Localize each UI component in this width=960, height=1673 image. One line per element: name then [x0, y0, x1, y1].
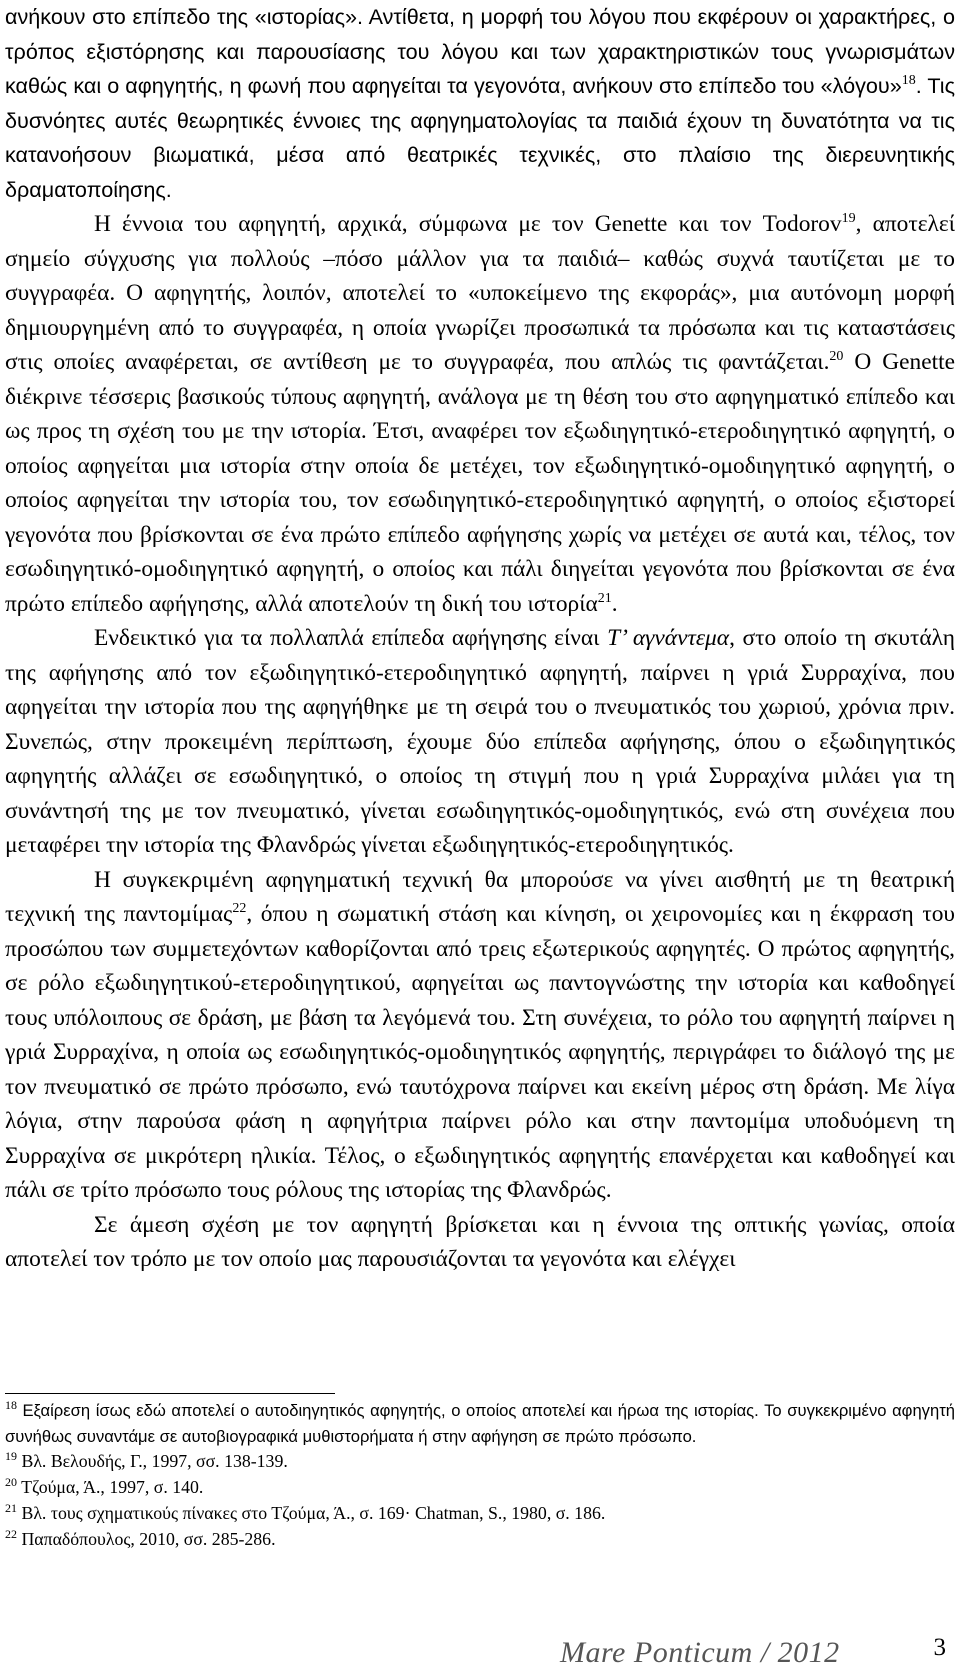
footnote-separator: [5, 1393, 335, 1394]
footnote: $^{19}$ Βλ. Βελουδής, Γ., 1997, σσ. 138-139.: [5, 1449, 288, 1472]
text-run: . Τις δυσνόητες αυτές θεωρητικές έννοιες της αφηγηματολογίας τα παιδιά έχουν τη δυνατότητα να τις κατανοήσουν βιωματικά, μέσα από θεατρικές τεχνικές, στο πλαίσιο της διερευνητικής δραματοποίησης.: [5, 73, 955, 202]
paragraph: [5, 621, 955, 863]
text-run: Ο Genette διέκρινε τέσσερις βασικούς τύπους αφηγητή, ανάλογα με τη θέση του στο αφηγηματικό επίπεδο και ως προς τη σχέση του με την ιστορία. Έτσι, αναφέρει τον εξωδιηγητικό-ετεροδιηγητικό αφηγητή, ο οποίος αφηγείται μια ιστορία στην οποία δε μετέχει, τον εξωδιηγητικό-ομοδιηγητικό αφηγητή, ο οποίος αφηγείται την ιστορία του, τον εσωδιηγητικό-ετεροδιηγητικό αφηγητή, ο οποίος εξιστορεί γεγονότα που βρίσκονται σε ένα πρώτο επίπεδο αφήγησης χωρίς να μετέχει σε αυτά και, τέλος, τον εσωδιηγητικό-ομοδιηγητικό αφηγητή, ο οποίος και πάλι διηγείται γεγονότα που βρίσκονται σε ένα πρώτο επίπεδο αφήγησης, αλλά αποτελούν τη δική του ιστορία: [5, 349, 955, 617]
footnote-reference: 18: [901, 73, 916, 89]
footnote-reference: 20: [829, 349, 844, 365]
body-text: [5, 0, 955, 1277]
footnote-reference: 19: [841, 211, 856, 227]
paragraph: [5, 1208, 955, 1277]
text-run: Ενδεικτικό για τα πολλαπλά επίπεδα αφήγησης είναι: [94, 625, 608, 651]
footnote: $^{18}$ Εξαίρεση ίσως εδώ αποτελεί ο αυτοδιηγητικός αφηγητής, ο οποίος αποτελεί και ήρωα της ιστορίας. Το συγκεκριμένο αφηγητή συνήθως συναντάμε σε αυτοβιογραφικά μυθιστορήματα ή στην αφήγηση σε πρώτο πρόσωπο.: [5, 1398, 955, 1446]
footnotes: [5, 1398, 955, 1552]
text-run: , αποτελεί σημείο σύγχυσης για πολλούς –πόσο μάλλον για τα παιδιά– καθώς συχνά ταυτίζεται με το συγγραφέα. Ο αφηγητής, λοιπόν, αποτελεί το «υποκείμενο της εκφοράς», μια αυτόνομη μορφή δημιουργημένη από το συγγραφέα, η οποία γνωρίζει προσωπικά τα πρόσωπα και τις καταστάσεις στις οποίες αναφέρεται, σε αντίθεση με το συγγραφέα, που απλώς τις φαντάζεται.: [5, 211, 956, 375]
text-run: , όπου η σωματική στάση και κίνηση, οι χειρονομίες και η έκφραση του προσώπου των συμμετεχόντων καθορίζονται από τρεις εξωτερικούς αφηγητές. Ο πρώτος αφηγητής, σε ρόλο εξωδιηγητικού-ετεροδιηγητικού, αφηγείται ως παντογνώστης την ιστορία και καθοδηγεί τους υπόλοιπους σε δράση, με βάση τα λεγόμενά του. Στη συνέχεια, το ρόλο του αφηγητή παίρνει η γριά Συρραχίνα, η οποία ως εσωδιηγητικός-ομοδιηγητικός αφηγητής, περιγράφει το διάλογό της με τον πνευματικό σε πρώτο πρόσωπο, ενώ ταυτόχρονα παίρνει και εκείνη μέρος στη δράση. Με λίγα λόγια, στην παρούσα φάση η αφηγήτρια παίρνει ρόλο και στην παντομίμα υποδυόμενη τη Συρραχίνα σε μικρότερη ηλικία. Τέλος, ο εξωδιηγητικός αφηγητής επανέρχεται και καθοδηγεί και πάλι σε τρίτο πρόσωπο τους ρόλους της ιστορίας της Φλανδρώς.: [5, 901, 955, 1203]
paragraph: [5, 0, 955, 207]
text-run: Η συγκεκριμένη αφηγηματική τεχνική θα μπορούσε να γίνει αισθητή με τη θεατρική τεχνική της παντομίμας: [5, 866, 955, 927]
document-page: [5, 0, 955, 1277]
text-run: , στο οποίο τη σκυτάλη της αφήγησης από τον εξωδιηγητικό-ετεροδιηγητικό αφηγητή, παίρνει η γριά Συρραχίνα, που αφηγείται την ιστορία που της αφηγήθηκε με τη σειρά του ο πνευματικός του χωριού, χρόνια πριν. Συνεπώς, στην προκειμένη περίπτωση, έχουμε δύο επίπεδα αφήγησης, όπου ο εξωδιηγητικός αφηγητής αλλάζει σε εσωδιηγητικό, ο οποίος τη στιγμή που η γριά Συρραχίνα μιλάει για τη συνάντησή της με τον πνευματικό, γίνεται εσωδιηγητικός-ομοδιηγητικός, ενώ στη συνέχεια που μεταφέρει την ιστορία της Φλανδρώς γίνεται εξωδιηγητικός-ετεροδιηγητικός.: [5, 625, 956, 858]
paragraph: [5, 863, 955, 1208]
text-run: Σε άμεση σχέση με τον αφηγητή βρίσκεται και η έννοια της οπτικής γωνίας, οποία αποτελεί τον τρόπο με τον οποίο μας παρουσιάζονται τα γεγονότα και ελέγχει: [5, 1211, 955, 1272]
text-run: Η έννοια του αφηγητή, αρχικά, σύμφωνα με τον Genette και τον Todorov: [94, 211, 842, 237]
paragraph: [5, 207, 955, 621]
italic-title: Τ’ αγνάντεμα: [607, 625, 730, 651]
footnote: $^{21}$ Βλ. τους σχηματικούς πίνακες στο Τζούμα, Ά., σ. 169· Chatman, S., 1980, σ. 186.: [5, 1500, 606, 1523]
footnote: $^{22}$ Παπαδόπουλος, 2010, σσ. 285-286.: [5, 1526, 276, 1549]
footnote: $^{20}$ Τζούμα, Ά., 1997, σ. 140.: [5, 1475, 204, 1498]
journal-footer-mark: Mare Ponticum / 2012: [560, 1636, 840, 1669]
page-number: 3: [933, 1634, 946, 1661]
text-run: ανήκουν στο επίπεδο της «ιστορίας». Αντίθετα, η μορφή του λόγου που εκφέρουν οι χαρακτήρες, ο τρόπος εξιστόρησης και παρουσίασης του λόγου και των χαρακτηριστικών τους γνωρισμάτων καθώς και ο αφηγητής, η φωνή που αφηγείται τα γεγονότα, ανήκουν στο επίπεδο του «λόγου»: [5, 4, 955, 98]
footnote-reference: 21: [597, 590, 612, 606]
footnote-reference: 22: [232, 901, 247, 917]
text-run: .: [611, 590, 618, 617]
